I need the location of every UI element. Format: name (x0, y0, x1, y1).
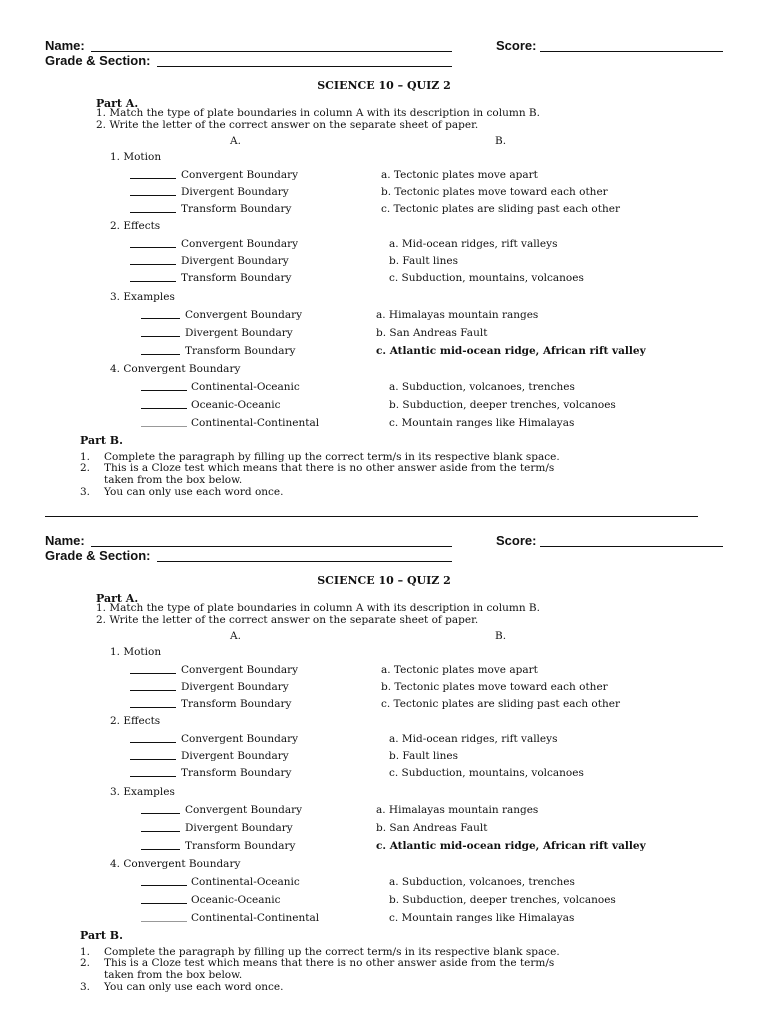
answer-blank[interactable] (130, 272, 176, 282)
name-field[interactable] (91, 546, 452, 547)
score-label: Score: (496, 38, 537, 53)
description-option: c. Atlantic mid-ocean ridge, African rift valley (376, 840, 646, 852)
boundary-term: Divergent Boundary (181, 255, 289, 267)
group-heading: 2. Effects (110, 715, 161, 727)
grade-section-label: Grade & Section: (45, 53, 151, 68)
part-b-instruction-number: 3. (80, 486, 91, 498)
boundary-term: Transform Boundary (181, 767, 292, 779)
description-option: c. Tectonic plates are sliding past each other (381, 698, 620, 710)
boundary-term: Transform Boundary (181, 203, 292, 215)
column-b-heading: B. (495, 135, 507, 147)
description-option: b. San Andreas Fault (376, 327, 488, 339)
answer-blank[interactable] (130, 255, 176, 265)
answer-blank[interactable] (130, 767, 176, 777)
score-field[interactable] (540, 51, 723, 52)
group-heading: 4. Convergent Boundary (110, 363, 241, 375)
description-option: a. Himalayas mountain ranges (376, 804, 539, 816)
boundary-term: Convergent Boundary (185, 309, 303, 321)
part-b-instruction-text: Complete the paragraph by filling up the correct term/s in its respective blank space. (104, 451, 560, 463)
quiz-title: SCIENCE 10 – QUIZ 2 (317, 79, 451, 92)
boundary-term: Divergent Boundary (185, 327, 293, 339)
boundary-term: Continental-Oceanic (191, 876, 300, 888)
boundary-term: Continental-Continental (191, 912, 320, 924)
score-field[interactable] (540, 546, 723, 547)
description-option: b. Tectonic plates move toward each other (381, 681, 608, 693)
boundary-term: Divergent Boundary (185, 822, 293, 834)
answer-blank[interactable] (141, 804, 180, 814)
description-option: c. Mountain ranges like Himalayas (389, 417, 575, 429)
part-a-label: Part A. (96, 97, 139, 110)
part-a-instruction: 2. Write the letter of the correct answer on the separate sheet of paper. (96, 119, 479, 131)
name-label: Name: (45, 533, 85, 548)
answer-blank[interactable] (141, 912, 187, 922)
description-option: b. Subduction, deeper trenches, volcanoes (389, 399, 616, 411)
group-heading: 4. Convergent Boundary (110, 858, 241, 870)
answer-blank[interactable] (141, 381, 187, 391)
answer-blank[interactable] (130, 733, 176, 743)
answer-blank[interactable] (141, 327, 180, 337)
part-b-instruction-number: 2. (80, 957, 91, 969)
description-option: a. Mid-ocean ridges, rift valleys (389, 238, 558, 250)
description-option: c. Tectonic plates are sliding past each other (381, 203, 620, 215)
description-option: b. Fault lines (389, 255, 458, 267)
description-option: a. Tectonic plates move apart (381, 664, 538, 676)
group-heading: 1. Motion (110, 151, 162, 163)
answer-blank[interactable] (141, 417, 187, 427)
part-b-instruction-number: 1. (80, 946, 91, 958)
grade-section-field[interactable] (157, 561, 452, 562)
boundary-term: Convergent Boundary (181, 238, 299, 250)
part-a-instruction: 1. Match the type of plate boundaries in column A with its description in column B. (96, 107, 540, 119)
part-b-label: Part B. (80, 929, 123, 942)
description-option: b. Fault lines (389, 750, 458, 762)
part-b-instruction-number: 2. (80, 462, 91, 474)
description-option: a. Mid-ocean ridges, rift valleys (389, 733, 558, 745)
boundary-term: Continental-Oceanic (191, 381, 300, 393)
answer-blank[interactable] (130, 664, 176, 674)
answer-blank[interactable] (141, 345, 180, 355)
description-option: b. Tectonic plates move toward each other (381, 186, 608, 198)
description-option: c. Mountain ranges like Himalayas (389, 912, 575, 924)
answer-blank[interactable] (130, 186, 176, 196)
group-heading: 3. Examples (110, 786, 175, 798)
score-label: Score: (496, 533, 537, 548)
part-a-label: Part A. (96, 592, 139, 605)
boundary-term: Divergent Boundary (181, 186, 289, 198)
boundary-term: Transform Boundary (181, 272, 292, 284)
part-b-instruction-number: 3. (80, 981, 91, 993)
boundary-term: Oceanic-Oceanic (191, 894, 281, 906)
part-b-instruction-text: Complete the paragraph by filling up the correct term/s in its respective blank space. (104, 946, 560, 958)
description-option: c. Subduction, mountains, volcanoes (389, 272, 584, 284)
answer-blank[interactable] (130, 750, 176, 760)
answer-blank[interactable] (130, 698, 176, 708)
boundary-term: Transform Boundary (185, 345, 296, 357)
answer-blank[interactable] (130, 681, 176, 691)
grade-section-field[interactable] (157, 66, 452, 67)
name-field[interactable] (91, 51, 452, 52)
answer-blank[interactable] (141, 840, 180, 850)
answer-blank[interactable] (130, 238, 176, 248)
part-a-instruction: 2. Write the letter of the correct answer on the separate sheet of paper. (96, 614, 479, 626)
description-option: c. Atlantic mid-ocean ridge, African rift valley (376, 345, 646, 357)
group-heading: 2. Effects (110, 220, 161, 232)
boundary-term: Convergent Boundary (181, 664, 299, 676)
answer-blank[interactable] (141, 822, 180, 832)
column-b-heading: B. (495, 630, 507, 642)
part-b-instruction-text: You can only use each word once. (104, 981, 284, 993)
description-option: b. San Andreas Fault (376, 822, 488, 834)
boundary-term: Transform Boundary (185, 840, 296, 852)
boundary-term: Transform Boundary (181, 698, 292, 710)
description-option: a. Tectonic plates move apart (381, 169, 538, 181)
column-a-heading: A. (230, 135, 241, 147)
part-b-instruction-text: This is a Cloze test which means that there is no other answer aside from the term/s (104, 462, 555, 474)
part-b-label: Part B. (80, 434, 123, 447)
boundary-term: Convergent Boundary (181, 169, 299, 181)
answer-blank[interactable] (141, 894, 187, 904)
description-option: c. Subduction, mountains, volcanoes (389, 767, 584, 779)
answer-blank[interactable] (141, 876, 187, 886)
description-option: a. Himalayas mountain ranges (376, 309, 539, 321)
cut-line-divider (45, 516, 698, 517)
boundary-term: Divergent Boundary (181, 681, 289, 693)
part-b-instruction-text: This is a Cloze test which means that there is no other answer aside from the term/s (104, 957, 555, 969)
description-option: a. Subduction, volcanoes, trenches (389, 381, 575, 393)
description-option: b. Subduction, deeper trenches, volcanoes (389, 894, 616, 906)
part-b-instruction-text: You can only use each word once. (104, 486, 284, 498)
answer-blank[interactable] (141, 399, 187, 409)
boundary-term: Oceanic-Oceanic (191, 399, 281, 411)
boundary-term: Convergent Boundary (185, 804, 303, 816)
answer-blank[interactable] (130, 203, 176, 213)
part-b-instruction-text: taken from the box below. (104, 474, 243, 486)
boundary-term: Divergent Boundary (181, 750, 289, 762)
grade-section-label: Grade & Section: (45, 548, 151, 563)
group-heading: 1. Motion (110, 646, 162, 658)
part-a-instruction: 1. Match the type of plate boundaries in column A with its description in column B. (96, 602, 540, 614)
quiz-title: SCIENCE 10 – QUIZ 2 (317, 574, 451, 587)
name-label: Name: (45, 38, 85, 53)
boundary-term: Convergent Boundary (181, 733, 299, 745)
group-heading: 3. Examples (110, 291, 175, 303)
answer-blank[interactable] (130, 169, 176, 179)
answer-blank[interactable] (141, 309, 180, 319)
part-b-instruction-text: taken from the box below. (104, 969, 243, 981)
boundary-term: Continental-Continental (191, 417, 320, 429)
part-b-instruction-number: 1. (80, 451, 91, 463)
column-a-heading: A. (230, 630, 241, 642)
description-option: a. Subduction, volcanoes, trenches (389, 876, 575, 888)
